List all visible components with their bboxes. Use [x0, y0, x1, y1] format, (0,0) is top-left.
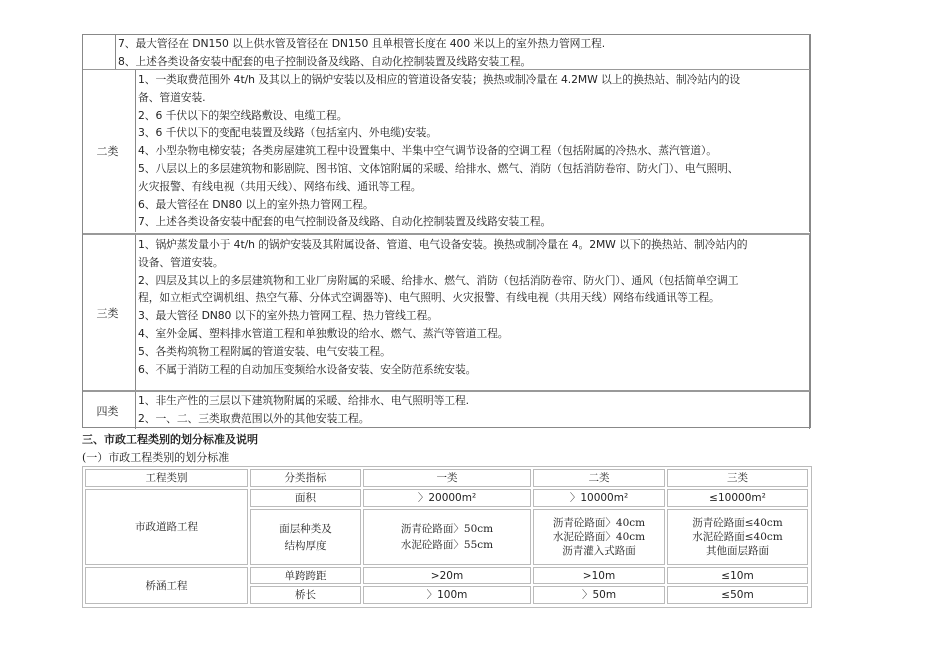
- class2-row: [83, 69, 810, 232]
- class3-line: 程，如立柜式空调机组、热空气幕、分体式空调器等)、电气照明、火灾报警、有线电视（共用天线）网络布线通讯等工程。: [138, 291, 720, 305]
- surface-label-line: 面层种类及: [279, 522, 332, 535]
- class3-row: [83, 233, 810, 390]
- installation-class-table: [82, 34, 811, 428]
- bridge-length-class2: 〉50m: [533, 586, 665, 604]
- header-class2: 二类: [533, 469, 665, 487]
- class3-content: [135, 235, 810, 390]
- bridge-length-class1: 〉100m: [363, 586, 531, 604]
- class2-line: 7、上述各类设备安装中配套的电气控制设备及线路、自动化控制装置及线路安装工程。: [138, 215, 552, 229]
- surface-class2-line: 水泥砼路面〉40cm: [552, 531, 646, 543]
- class2-line: 5、八层以上的多层建筑物和影剧院、图书馆、文体馆附属的采暖、给排水、燃气、消防（包括消防卷帘、防火门）、电气照明、: [138, 161, 739, 175]
- road-surface-class1: [363, 509, 531, 565]
- surface-class3-line: 其他面层路面: [706, 545, 769, 557]
- class2-line: 火灾报警、有线电视（共用天线）、网络布线、通讯等工程。: [138, 179, 422, 193]
- bridge-span-class2: >10m: [533, 567, 665, 584]
- class1-content: [115, 35, 810, 69]
- class4-row: [83, 390, 810, 429]
- class3-line: 2、四层及其以上的多层建筑物和工业厂房附属的采暖、给排水、燃气、消防（包括消防卷帘、防火门）、通风（包括简单空调工: [138, 273, 739, 287]
- class3-line: 4、室外金属、塑料排水管道工程和单独敷设的给水、燃气、蒸汽等管道工程。: [138, 326, 509, 340]
- class2-label: 二类: [96, 145, 119, 158]
- bridge-project-name: 桥涵工程: [85, 567, 248, 604]
- surface-class3-line: 沥青砼路面≤40cm: [692, 517, 783, 529]
- class2-line: 6、最大管径在 DN80 以上的室外热力管网工程。: [138, 197, 374, 211]
- class3-line: 设备、管道安装。: [138, 255, 224, 269]
- class1-item-8: 8、上述各类设备安装中配套的电子控制设备及线路、自动化控制装置及线路安装工程。: [118, 54, 532, 68]
- class3-line: 3、最大管径 DN80 以下的室外热力管网工程、热力管线工程。: [138, 309, 438, 323]
- class2-line: 备、管道安装.: [138, 90, 206, 104]
- bridge-span-label: 单跨跨距: [250, 567, 361, 584]
- road-area-label: 面积: [250, 489, 361, 507]
- surface-class2-line: 沥青砼路面〉40cm: [552, 517, 646, 529]
- class2-line: 4、小型杂物电梯安装；各类房屋建筑工程中设置集中、半集中空气调节设备的空调工程（包括附属的冷热水、蒸汽管道）。: [138, 144, 717, 158]
- road-area-class1: 〉20000m²: [363, 489, 531, 507]
- road-area-class2: 〉10000m²: [533, 489, 665, 507]
- class2-line: 2、6 千伏以下的架空线路敷设、电缆工程。: [138, 108, 348, 122]
- class4-label: 四类: [96, 404, 119, 418]
- header-class3: 三类: [667, 469, 808, 487]
- class2-content: [135, 70, 810, 232]
- class2-line: 3、6 千伏以下的变配电装置及线路（包括室内、外电缆)安装。: [138, 126, 438, 140]
- bridge-length-class3: ≤50m: [667, 586, 808, 604]
- class1-item-7: 7、最大管径在 DN150 以上供水管及管径在 DN150 且单根管长度在 400 米以上的室外热力管网工程.: [118, 37, 606, 50]
- class3-line: 1、锅炉蒸发量小于 4t/h 的锅炉安装及其附属设备、管道、电气设备安装。换热或制冷量在 4。2MW 以下的换热站、制冷站内的: [138, 238, 748, 251]
- class3-line: 6、不属于消防工程的自动加压变频给水设备安装、安全防范系统安装。: [138, 362, 477, 376]
- road-surface-label: [250, 509, 361, 565]
- sub-heading: (一）市政工程类别的划分标准: [82, 451, 230, 464]
- road-surface-class3: [667, 509, 808, 565]
- road-area-class3: ≤10000m²: [667, 489, 808, 507]
- class2-line: 1、一类取费范围外 4t/h 及其以上的锅炉安装以及相应的管道设备安装；换热或制冷量在 4.2MW 以上的换热站、制冷站内的设: [138, 73, 741, 86]
- surface-label-line: 结构厚度: [284, 539, 327, 552]
- road-project-name: 市政道路工程: [85, 489, 248, 565]
- class3-line: 5、各类构筑物工程附属的管道安装、电气安装工程。: [138, 344, 391, 358]
- header-project-category: 工程类别: [85, 469, 248, 487]
- class1-continuation: [83, 35, 810, 69]
- surface-class2-line: 沥青灌入式路面: [562, 545, 636, 557]
- section-heading: 三、市政工程类别的划分标准及说明: [82, 433, 258, 446]
- bridge-span-class3: ≤10m: [667, 567, 808, 584]
- surface-class3-line: 水泥砼路面≤40cm: [692, 531, 783, 543]
- surface-class1-line: 沥青砼路面〉50cm: [400, 523, 494, 535]
- class4-line: 2、一、二、三类取费范围以外的其他安装工程。: [138, 411, 370, 425]
- surface-class1-line: 水泥砼路面〉55cm: [400, 539, 494, 551]
- class4-line: 1、非生产性的三层以下建筑物附属的采暖、给排水、电气照明等工程.: [138, 394, 470, 407]
- header-class1: 一类: [363, 469, 531, 487]
- class3-label: 三类: [96, 306, 119, 320]
- bridge-span-class1: >20m: [363, 567, 531, 584]
- road-surface-class2: [533, 509, 665, 565]
- class4-content: [135, 392, 810, 429]
- bridge-length-label: 桥长: [250, 586, 361, 604]
- header-indicator: 分类指标: [250, 469, 361, 487]
- municipal-class-table: [82, 466, 812, 608]
